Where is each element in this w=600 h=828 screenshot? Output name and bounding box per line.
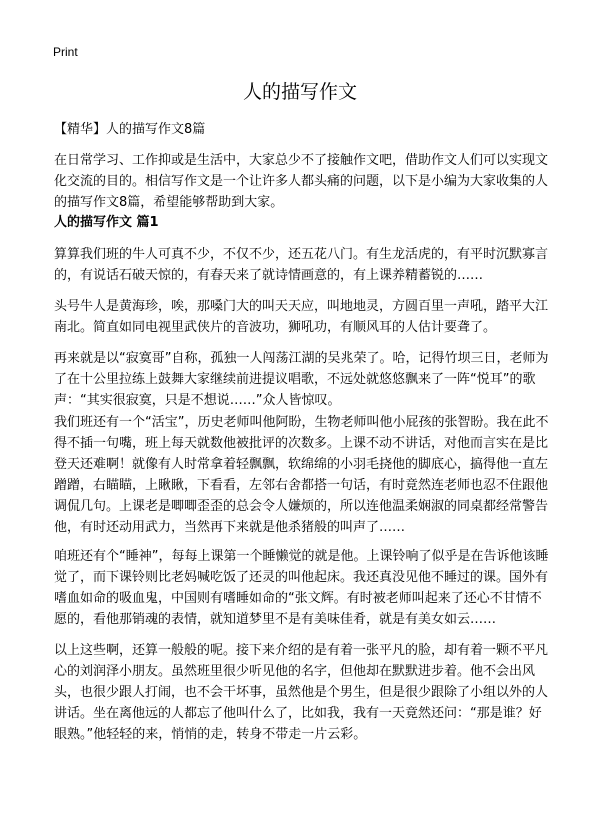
body-paragraph-3: 再来就是以“寂寞哥”自称，孤独一人闯荡江湖的吴兆荣了。哈，记得竹坝三日，老师为了在十公里拉练上鼓舞大家继续前进提议唱歌，不远处就悠悠飘来了一阵“悦耳”的歌声：“其实很寂寞，只是不想说……”众人皆惊叹。 bbox=[54, 351, 549, 408]
body-paragraph-2: 头号牛人是黄海珍，唉，那嗓门大的叫天天应，叫地地灵，方圆百里一声吼，踏平大江南北。简直如同电视里武侠片的音波功，狮吼功，有顺风耳的人估计要聋了。 bbox=[54, 299, 549, 335]
intro-paragraph: 在日常学习、工作抑或是生活中，大家总少不了接触作文吧，借助作文人们可以实现文化交流的目的。相信写作文是一个让许多人都头痛的问题，以下是小编为大家收集的人的描写作文8篇，希望能够帮助到大家。 bbox=[54, 153, 549, 210]
body-paragraph-1: 算算我们班的牛人可真不少，不仅不少，还五花八门。有生龙活虎的，有平时沉默寡言的，有说话石破天惊的，有春天来了就诗情画意的，有上课养精蓄锐的…… bbox=[54, 247, 549, 283]
section-heading: 人的描写作文 篇1 bbox=[54, 215, 159, 230]
page-title: 人的描写作文 bbox=[242, 81, 357, 103]
print-link[interactable]: Print bbox=[53, 45, 78, 59]
body-paragraph-5: 咱班还有个“睡神”，每每上课第一个睡懒觉的就是他。上课铃响了似乎是在告诉他该睡觉了，而下课铃则比老妈喊吃饭了还灵的叫他起床。我还真没见他不睡过的课。国外有嗜血如命的吸血鬼，中国则有嗜睡如命的“张文辉。有时被老师叫起来了还心不甘情不愿的，看他那销魂的表情，就知道梦里不是有美味佳肴，就是有美女如云…… bbox=[54, 549, 549, 627]
body-paragraph-6: 以上这些啊，还算一般般的呢。接下来介绍的是有着一张平凡的脸，却有着一颗不平凡心的刘润泽小朋友。虽然班里很少听见他的名字，但他却在默默进步着。他不会出风头，也很少跟人打闹，也不会干坏事，虽然他是个男生，但是很少跟除了小组以外的人讲话。坐在离他远的人都忘了他叫什么了，比如我，我有一天竟然还问：“那是谁？好眼熟。”他轻轻的来，悄悄的走，转身不带走一片云彩。 bbox=[54, 643, 549, 742]
body-paragraph-4: 我们班还有一个“活宝”，历史老师叫他阿盼，生物老师叫他小屁孩的张智盼。我在此不得不插一句嘴，班上每天就数他被批评的次数多。上课不动不讲话，对他而言实在是比登天还难啊！就像有人时常拿着轻飘飘，软绵绵的小羽毛挠他的脚底心，搞得他一直左蹭蹭，右瞄瞄，上瞅瞅，下看看，左邻右舍都搭一句话，有时竟然连老师也忍不住跟他调侃几句。上课老是唧唧歪歪的总会令人嫌烦的，所以连他温柔娴淑的同桌都经常警告他，有时还动用武力，当然再下来就是他杀猪般的叫声了…… bbox=[54, 415, 549, 535]
document-subtitle: 【精华】人的描写作文8篇 bbox=[54, 122, 206, 137]
